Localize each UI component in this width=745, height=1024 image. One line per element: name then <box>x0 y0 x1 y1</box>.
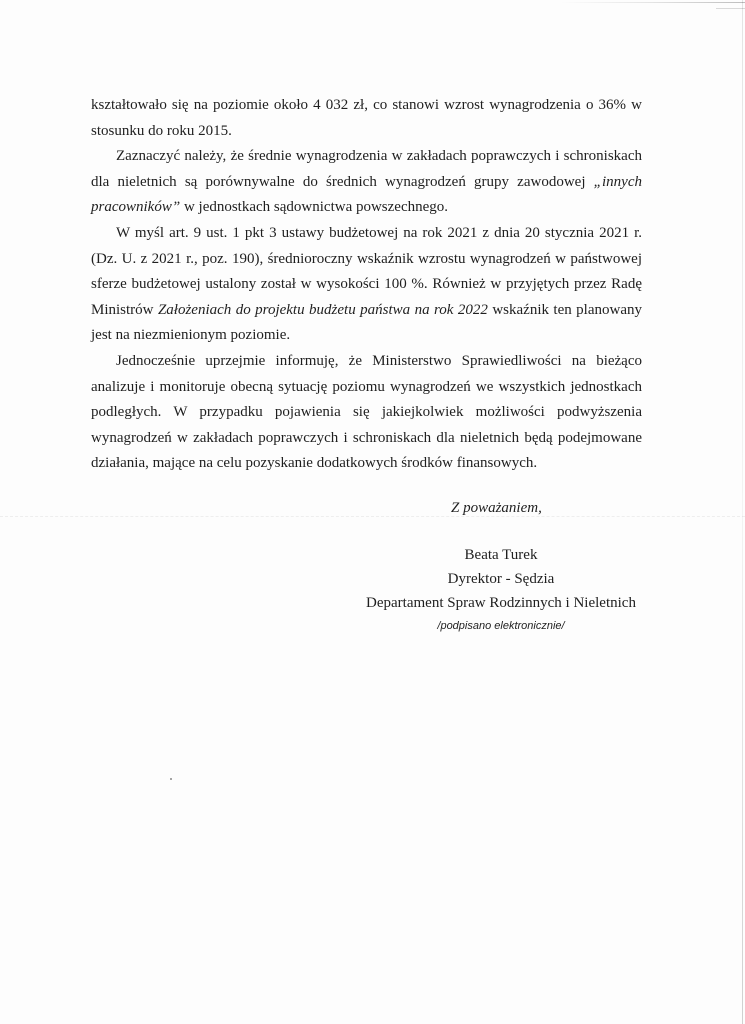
paragraph-text: kształtowało się na poziomie około 4 032 zł, co stanowi wzrost wynagrodzenia o 36% w stosunku do roku 2015. <box>91 97 642 139</box>
scan-artifact-dot <box>170 778 172 780</box>
paragraph-text: W myśl art. 9 ust. 1 pkt 3 ustawy budżetowej na rok 2021 z dnia 20 stycznia 2021 r. (Dz. U. z 2021 r., poz. 190), średnioroczny wskaźnik wzrostu wynagrodzeń w państwowej sferze budżetowej ustalony został w wysokości 100 %. Również w przyjętych przez Radę Ministrów <box>91 224 642 318</box>
paragraph-text: Zaznaczyć należy, że średnie wynagrodzenia w zakładach poprawczych i schroniskach dla nieletnich są porównywalne do średnich wynagrodzeń grupy zawodowej <box>91 148 642 190</box>
paragraph-ministry-monitoring <box>91 349 642 477</box>
paragraph-text: Jednocześnie uprzejmie informuję, że Ministerstwo Sprawiedliwości na bieżąco analizuje i monitoruje obecną sytuację poziomu wynagrodzeń we wszystkich jednostkach podległych. W przypadku pojawienia się jakiejkolwiek możliwości podwyższenia wynagrodzeń w zakładach poprawczych i schroniskach dla nieletnich będą podejmowane działania, mające na celu pozyskanie dodatkowych środków finansowych. <box>91 352 642 472</box>
paragraph-budget-act <box>91 221 642 349</box>
scan-corner-mark <box>716 0 745 9</box>
scan-edge-right <box>742 0 743 1024</box>
paragraph-text: w jednostkach sądownictwa powszechnego. <box>180 199 449 216</box>
electronic-signature-note: /podpisano elektronicznie/ <box>437 620 565 632</box>
scan-artifact-line <box>0 516 745 517</box>
paragraph-salary-level <box>91 93 642 144</box>
letter-body <box>91 93 642 477</box>
signatory-name: Beata Turek <box>464 547 538 563</box>
budget-assumptions-title: Założeniach do projektu budżetu państwa na rok 2022 <box>157 301 488 318</box>
signatory-position: Dyrektor - Sędzia <box>447 571 555 587</box>
signature-block <box>355 543 647 635</box>
quoted-group-name: „innych pracowników” <box>91 173 642 216</box>
signatory-department: Departament Spraw Rodzinnych i Nieletnich <box>366 595 636 611</box>
paragraph-text: wskaźnik ten planowany jest na niezmienionym poziomie. <box>91 301 642 344</box>
paragraph-salary-comparison <box>91 144 642 221</box>
closing-salutation: Z poważaniem, <box>451 500 542 516</box>
